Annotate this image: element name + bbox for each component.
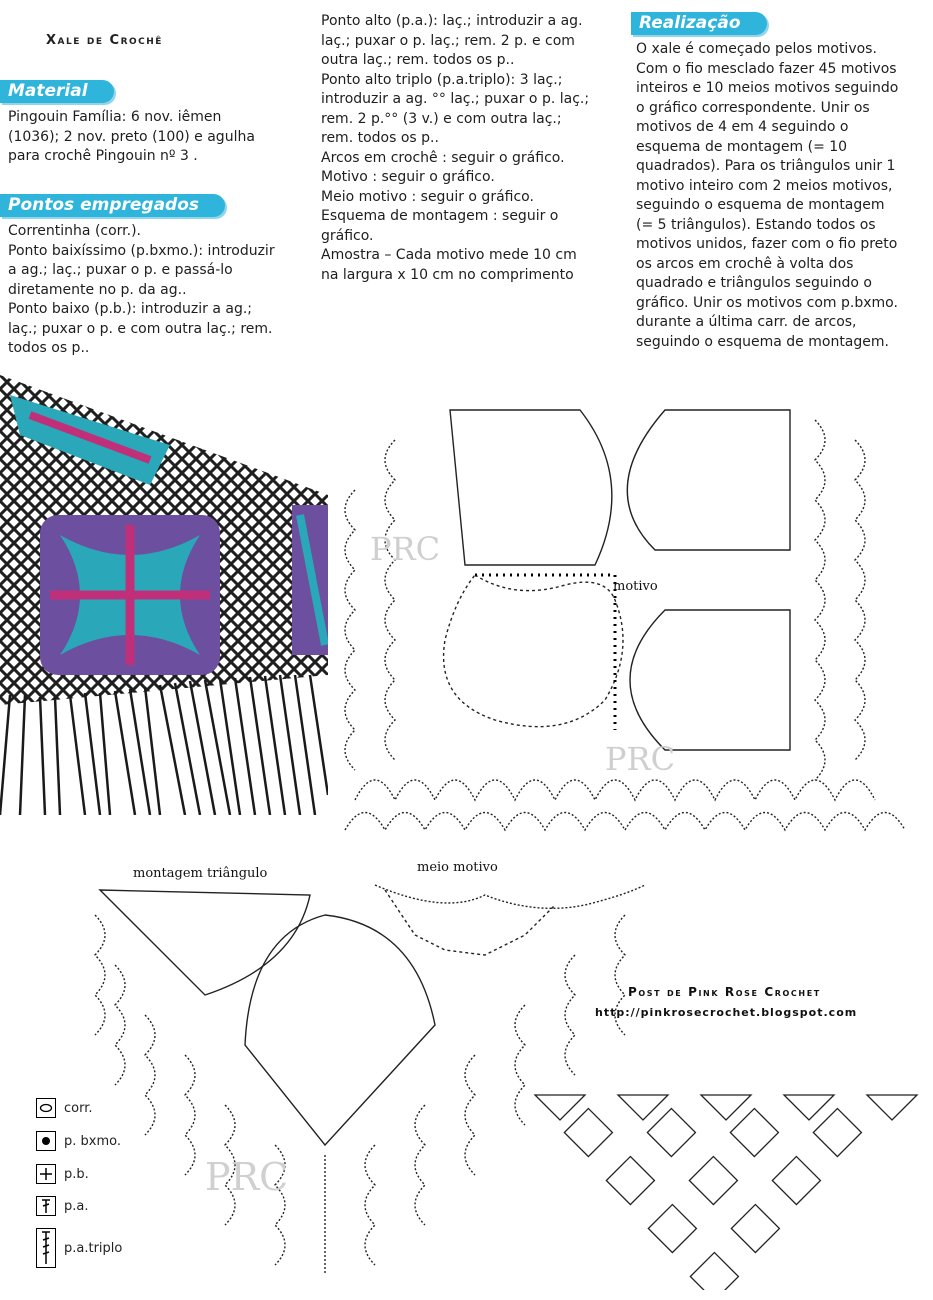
realizacao-line: durante a última carr. de arcos, (636, 314, 857, 330)
middle-line: laç.; puxar o p. laç.; rem. 2 p. e com (321, 32, 575, 49)
watermark: PRC (605, 740, 676, 778)
middle-line: Amostra – Cada motivo mede 10 cm (321, 247, 577, 263)
realizacao-line: quadrados). Para os triângulos unir 1 (636, 158, 896, 174)
realizacao-line: esquema de montagem (= 10 (636, 138, 848, 155)
realizacao-line: O xale é começado pelos motivos. (636, 41, 877, 57)
middle-line: na largura x 10 cm no comprimento (321, 266, 574, 283)
middle-line: rem. todos os p.. (321, 130, 439, 146)
realizacao-line: seguindo o esquema de montagem (636, 197, 885, 213)
middle-line: Arcos em crochê : seguir o gráfico. (321, 149, 565, 166)
legend-label: p.a. (64, 1198, 89, 1214)
realizacao-line: Com o fio mesclado fazer 45 motivos (636, 60, 897, 77)
pontos-text (8, 222, 275, 359)
legend-item (36, 1131, 121, 1151)
credit-url[interactable]: http://pinkrosecrochet.blogspot.com (595, 1006, 858, 1019)
chain-oval-icon (36, 1098, 56, 1118)
material-text (8, 108, 255, 167)
pontos-heading: Pontos empregados (0, 194, 225, 217)
montagem-triangulo-label: montagem triângulo (133, 866, 268, 881)
realizacao-line: inteiros e 10 meios motivos seguindo (636, 80, 899, 96)
pontos-line: Ponto baixo (p.b.): introduzir a ag.; (8, 301, 253, 317)
realizacao-line: (= 5 triângulos). Estando todos os (636, 216, 876, 233)
pontos-line: diretamente no p. da ag.. (8, 281, 187, 298)
middle-line: Ponto alto (p.a.): laç.; introduzir a ag. (321, 13, 583, 29)
legend-label: p.a.triplo (64, 1240, 123, 1256)
middle-line: Esquema de montagem : seguir o (321, 208, 559, 224)
legend-label: corr. (64, 1100, 93, 1116)
material-line: Pingouin Família: 6 nov. iêmen (8, 109, 222, 125)
credit-line: Post de Pink Rose Crochet (628, 985, 821, 999)
pontos-line: todos os p.. (8, 340, 90, 356)
middle-line: rem. 2 p.°° (3 v.) e com outra laç.; (321, 110, 562, 127)
pontos-line: Correntinha (corr.). (8, 223, 142, 239)
motivo-label: motivo (613, 579, 658, 594)
material-heading: Material (0, 80, 114, 103)
realizacao-line: os arcos em crochê à volta dos (636, 255, 854, 272)
meio-motivo-label: meio motivo (417, 860, 498, 875)
middle-line: Meio motivo : seguir o gráfico. (321, 188, 534, 205)
middle-line: Motivo : seguir o gráfico. (321, 169, 495, 185)
pontos-line: laç.; puxar o p. e com outra laç.; rem. (8, 320, 273, 337)
watermark: PRC (205, 1155, 289, 1199)
middle-line: gráfico. (321, 227, 374, 244)
realizacao-line: motivo inteiro com 2 meios motivos, (636, 177, 893, 194)
realizacao-line: o gráfico correspondente. Unir os (636, 99, 870, 116)
realizacao-line: gráfico. Unir os motivos com p.bxmo. (636, 294, 898, 311)
middle-line: outra laç.; rem. todos os p.. (321, 52, 515, 68)
slip-dot-icon (36, 1131, 56, 1151)
realizacao-line: quadrado e triângulos seguindo o (636, 275, 872, 291)
page-title: Xale de Crochê (46, 33, 163, 48)
legend-item (36, 1196, 88, 1216)
realizacao-heading: Realização (631, 12, 767, 35)
single-cross-icon (36, 1164, 56, 1184)
material-line: para crochê Pingouin nº 3 . (8, 148, 198, 164)
realizacao-line: motivos de 4 em 4 seguindo o (636, 119, 849, 135)
square-assembly-diagram (335, 400, 925, 860)
legend-label: p. bxmo. (64, 1133, 121, 1149)
realizacao-line: motivos unidos, fazer com o fio preto (636, 236, 898, 252)
legend-item (36, 1164, 89, 1184)
pontos-line: a ag.; laç.; puxar o p. e passá-lo (8, 262, 233, 278)
legend-item (36, 1098, 93, 1118)
triple-stitch-icon (36, 1228, 56, 1268)
shawl-photo (0, 375, 328, 815)
watermark: PRC (370, 530, 441, 568)
material-line: (1036); 2 nov. preto (100) e agulha (8, 128, 255, 145)
middle-text (321, 12, 611, 285)
realizacao-text (636, 40, 931, 352)
legend-item (36, 1228, 122, 1268)
middle-line: Ponto alto triplo (p.a.triplo): 3 laç.; (321, 71, 563, 88)
realizacao-line: seguindo o esquema de montagem. (636, 333, 889, 350)
layout-grid-diagram (530, 1090, 930, 1290)
double-stitch-icon (36, 1196, 56, 1216)
pontos-line: Ponto baixíssimo (p.bxmo.): introduzir (8, 242, 275, 259)
legend-label: p.b. (64, 1166, 89, 1182)
middle-line: introduzir a ag. °° laç.; puxar o p. laç.; (321, 91, 590, 107)
